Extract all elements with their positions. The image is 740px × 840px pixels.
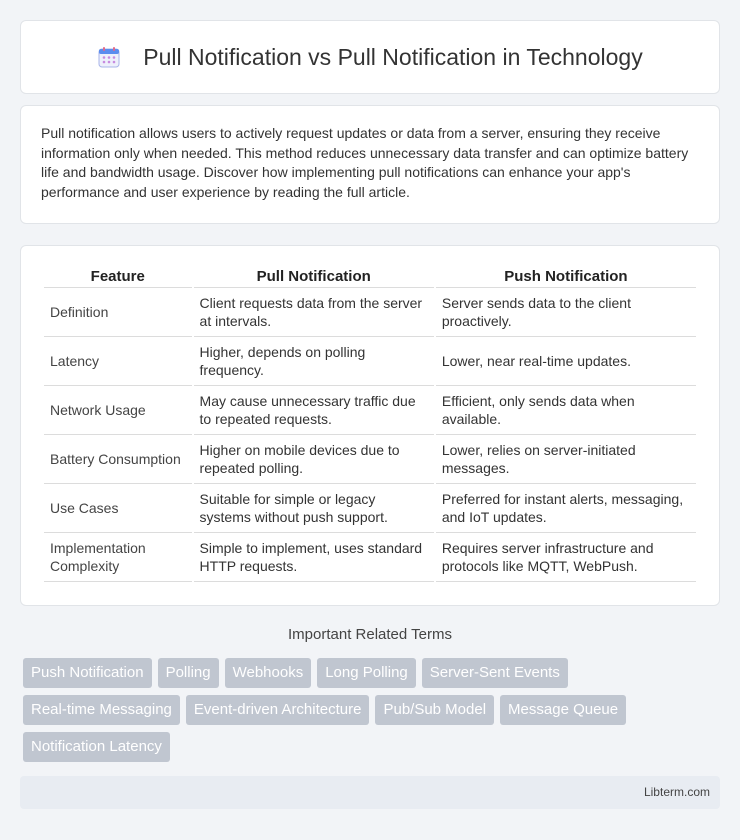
push-cell: Efficient, only sends data when available. <box>436 386 696 435</box>
related-term-tag[interactable]: Server-Sent Events <box>422 658 568 688</box>
push-cell: Requires server infrastructure and protocols like MQTT, WebPush. <box>436 533 696 582</box>
header-card <box>20 20 720 94</box>
pull-cell: Client requests data from the server at intervals. <box>194 288 434 337</box>
column-header: Push Notification <box>436 266 696 288</box>
push-cell: Lower, near real-time updates. <box>436 337 696 386</box>
table-row <box>44 288 696 337</box>
table-row <box>44 386 696 435</box>
pull-cell: Higher on mobile devices due to repeated polling. <box>194 435 434 484</box>
table-row <box>44 533 696 582</box>
pull-cell: Suitable for simple or legacy systems without push support. <box>194 484 434 533</box>
push-cell: Preferred for instant alerts, messaging, and IoT updates. <box>436 484 696 533</box>
table-header-row <box>44 266 696 288</box>
related-terms-title: Important Related Terms <box>288 626 452 643</box>
pull-cell: May cause unnecessary traffic due to repeated requests. <box>194 386 434 435</box>
comparison-table <box>42 266 698 582</box>
push-cell: Lower, relies on server-initiated messages. <box>436 435 696 484</box>
feature-cell: Use Cases <box>44 484 192 533</box>
column-header: Feature <box>44 266 192 288</box>
related-term-tag[interactable]: Push Notification <box>23 658 152 688</box>
related-term-tag[interactable]: Long Polling <box>317 658 416 688</box>
table-row <box>44 484 696 533</box>
table-row <box>44 435 696 484</box>
related-term-tag[interactable]: Event-driven Architecture <box>186 695 370 725</box>
intro-card <box>20 105 720 224</box>
feature-cell: Battery Consumption <box>44 435 192 484</box>
footer-site-link[interactable]: Libterm.com <box>643 785 710 799</box>
intro-text: Pull notification allows users to actively request updates or data from a server, ensuring they receive information only when needed. This method reduces unnecessary data transfer and can optimize battery life and bandwidth usage. Discover how implementing pull notifications can enhance your app's performance and user experience by reading the full article. <box>41 125 689 200</box>
related-term-tag[interactable]: Real-time Messaging <box>23 695 180 725</box>
related-term-tag[interactable]: Polling <box>158 658 219 688</box>
footer <box>20 776 720 809</box>
push-cell: Server sends data to the client proactively. <box>436 288 696 337</box>
page-title: Pull Notification vs Pull Notification in Technology <box>143 43 643 70</box>
related-term-tag[interactable]: Notification Latency <box>23 732 170 762</box>
feature-cell: Implementation Complexity <box>44 533 192 582</box>
feature-cell: Latency <box>44 337 192 386</box>
related-term-tag[interactable]: Webhooks <box>225 658 312 688</box>
feature-cell: Network Usage <box>44 386 192 435</box>
related-term-tag[interactable]: Pub/Sub Model <box>375 695 494 725</box>
related-terms-list <box>23 658 723 769</box>
table-row <box>44 337 696 386</box>
feature-cell: Definition <box>44 288 192 337</box>
related-term-tag[interactable]: Message Queue <box>500 695 626 725</box>
column-header: Pull Notification <box>194 266 434 288</box>
pull-cell: Simple to implement, uses standard HTTP requests. <box>194 533 434 582</box>
comparison-table-card <box>20 245 720 606</box>
pull-cell: Higher, depends on polling frequency. <box>194 337 434 386</box>
calendar-icon <box>97 45 121 69</box>
